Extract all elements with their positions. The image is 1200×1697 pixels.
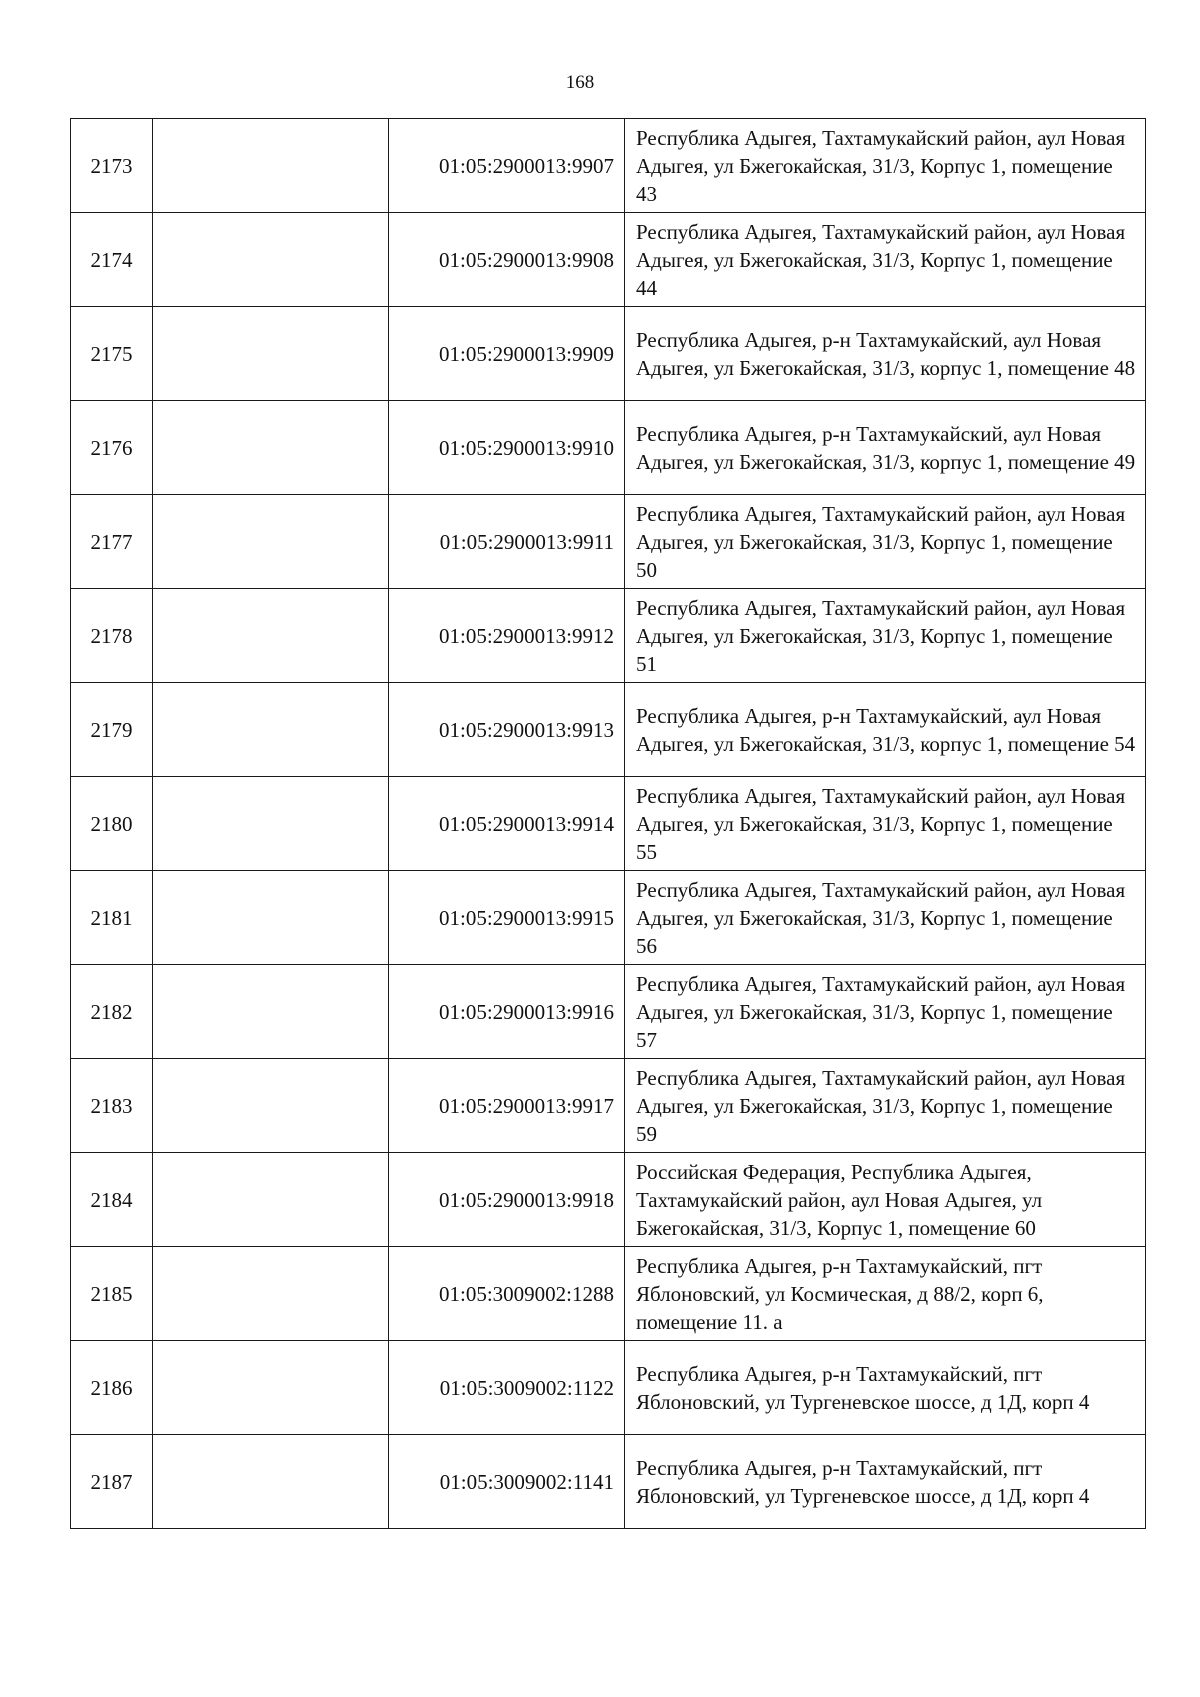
table-row — [71, 965, 1146, 1059]
empty-cell — [153, 119, 389, 213]
empty-cell — [153, 871, 389, 965]
table-row — [71, 1247, 1146, 1341]
empty-cell — [153, 213, 389, 307]
row-number: 2181 — [71, 871, 153, 965]
address: Республика Адыгея, р-н Тахтамукайский, аул Новая Адыгея, ул Бжегокайская, 31/3, корпус 1, помещение 49 — [625, 401, 1146, 495]
address: Республика Адыгея, р-н Тахтамукайский, аул Новая Адыгея, ул Бжегокайская, 31/3, корпус 1, помещение 54 — [625, 683, 1146, 777]
address: Республика Адыгея, р-н Тахтамукайский, аул Новая Адыгея, ул Бжегокайская, 31/3, корпус 1, помещение 48 — [625, 307, 1146, 401]
cadastral-number: 01:05:2900013:9918 — [389, 1153, 625, 1247]
row-number: 2183 — [71, 1059, 153, 1153]
table-row — [71, 1059, 1146, 1153]
empty-cell — [153, 1153, 389, 1247]
empty-cell — [153, 1341, 389, 1435]
table-row — [71, 119, 1146, 213]
row-number: 2178 — [71, 589, 153, 683]
address: Республика Адыгея, Тахтамукайский район, аул Новая Адыгея, ул Бжегокайская, 31/3, Корпус 1, помещение 57 — [625, 965, 1146, 1059]
row-number: 2187 — [71, 1435, 153, 1529]
empty-cell — [153, 401, 389, 495]
cadastral-number: 01:05:3009002:1122 — [389, 1341, 625, 1435]
cadastral-number: 01:05:2900013:9913 — [389, 683, 625, 777]
cadastral-number: 01:05:2900013:9908 — [389, 213, 625, 307]
row-number: 2177 — [71, 495, 153, 589]
empty-cell — [153, 1059, 389, 1153]
table-row — [71, 777, 1146, 871]
address: Республика Адыгея, Тахтамукайский район, аул Новая Адыгея, ул Бжегокайская, 31/3, Корпус 1, помещение 51 — [625, 589, 1146, 683]
address: Республика Адыгея, Тахтамукайский район, аул Новая Адыгея, ул Бжегокайская, 31/3, Корпус 1, помещение 44 — [625, 213, 1146, 307]
address: Республика Адыгея, Тахтамукайский район, аул Новая Адыгея, ул Бжегокайская, 31/3, Корпус 1, помещение 50 — [625, 495, 1146, 589]
row-number: 2186 — [71, 1341, 153, 1435]
row-number: 2182 — [71, 965, 153, 1059]
cadastral-number: 01:05:2900013:9917 — [389, 1059, 625, 1153]
cadastral-number: 01:05:3009002:1288 — [389, 1247, 625, 1341]
address: Республика Адыгея, р-н Тахтамукайский, пгт Яблоновский, ул Тургеневское шоссе, д 1Д, корп 4 — [625, 1435, 1146, 1529]
row-number: 2175 — [71, 307, 153, 401]
empty-cell — [153, 307, 389, 401]
address: Республика Адыгея, Тахтамукайский район, аул Новая Адыгея, ул Бжегокайская, 31/3, Корпус 1, помещение 56 — [625, 871, 1146, 965]
empty-cell — [153, 777, 389, 871]
address: Республика Адыгея, Тахтамукайский район, аул Новая Адыгея, ул Бжегокайская, 31/3, Корпус 1, помещение 59 — [625, 1059, 1146, 1153]
cadastral-number: 01:05:3009002:1141 — [389, 1435, 625, 1529]
row-number: 2176 — [71, 401, 153, 495]
table-row — [71, 589, 1146, 683]
address: Российская Федерация, Республика Адыгея, Тахтамукайский район, аул Новая Адыгея, ул Бжегокайская, 31/3, Корпус 1, помещение 60 — [625, 1153, 1146, 1247]
row-number: 2185 — [71, 1247, 153, 1341]
address: Республика Адыгея, р-н Тахтамукайский, пгт Яблоновский, ул Космическая, д 88/2, корп 6, помещение 11. а — [625, 1247, 1146, 1341]
row-number: 2174 — [71, 213, 153, 307]
cadastral-number: 01:05:2900013:9912 — [389, 589, 625, 683]
row-number: 2173 — [71, 119, 153, 213]
address: Республика Адыгея, Тахтамукайский район, аул Новая Адыгея, ул Бжегокайская, 31/3, Корпус 1, помещение 55 — [625, 777, 1146, 871]
page-number: 168 — [565, 72, 595, 93]
address: Республика Адыгея, р-н Тахтамукайский, пгт Яблоновский, ул Тургеневское шоссе, д 1Д, корп 4 — [625, 1341, 1146, 1435]
table-row — [71, 213, 1146, 307]
cadastral-number: 01:05:2900013:9915 — [389, 871, 625, 965]
table-row — [71, 1341, 1146, 1435]
address: Республика Адыгея, Тахтамукайский район, аул Новая Адыгея, ул Бжегокайская, 31/3, Корпус 1, помещение 43 — [625, 119, 1146, 213]
empty-cell — [153, 965, 389, 1059]
cadastral-number: 01:05:2900013:9910 — [389, 401, 625, 495]
empty-cell — [153, 495, 389, 589]
empty-cell — [153, 683, 389, 777]
cadastral-number: 01:05:2900013:9911 — [389, 495, 625, 589]
table-row — [71, 683, 1146, 777]
registry-table — [70, 118, 1146, 1529]
table-row — [71, 401, 1146, 495]
table-row — [71, 1153, 1146, 1247]
row-number: 2179 — [71, 683, 153, 777]
row-number: 2180 — [71, 777, 153, 871]
empty-cell — [153, 1247, 389, 1341]
cadastral-number: 01:05:2900013:9907 — [389, 119, 625, 213]
empty-cell — [153, 589, 389, 683]
cadastral-number: 01:05:2900013:9909 — [389, 307, 625, 401]
table-row — [71, 871, 1146, 965]
row-number: 2184 — [71, 1153, 153, 1247]
table-row — [71, 1435, 1146, 1529]
cadastral-number: 01:05:2900013:9916 — [389, 965, 625, 1059]
table-row — [71, 307, 1146, 401]
cadastral-number: 01:05:2900013:9914 — [389, 777, 625, 871]
table-row — [71, 495, 1146, 589]
empty-cell — [153, 1435, 389, 1529]
